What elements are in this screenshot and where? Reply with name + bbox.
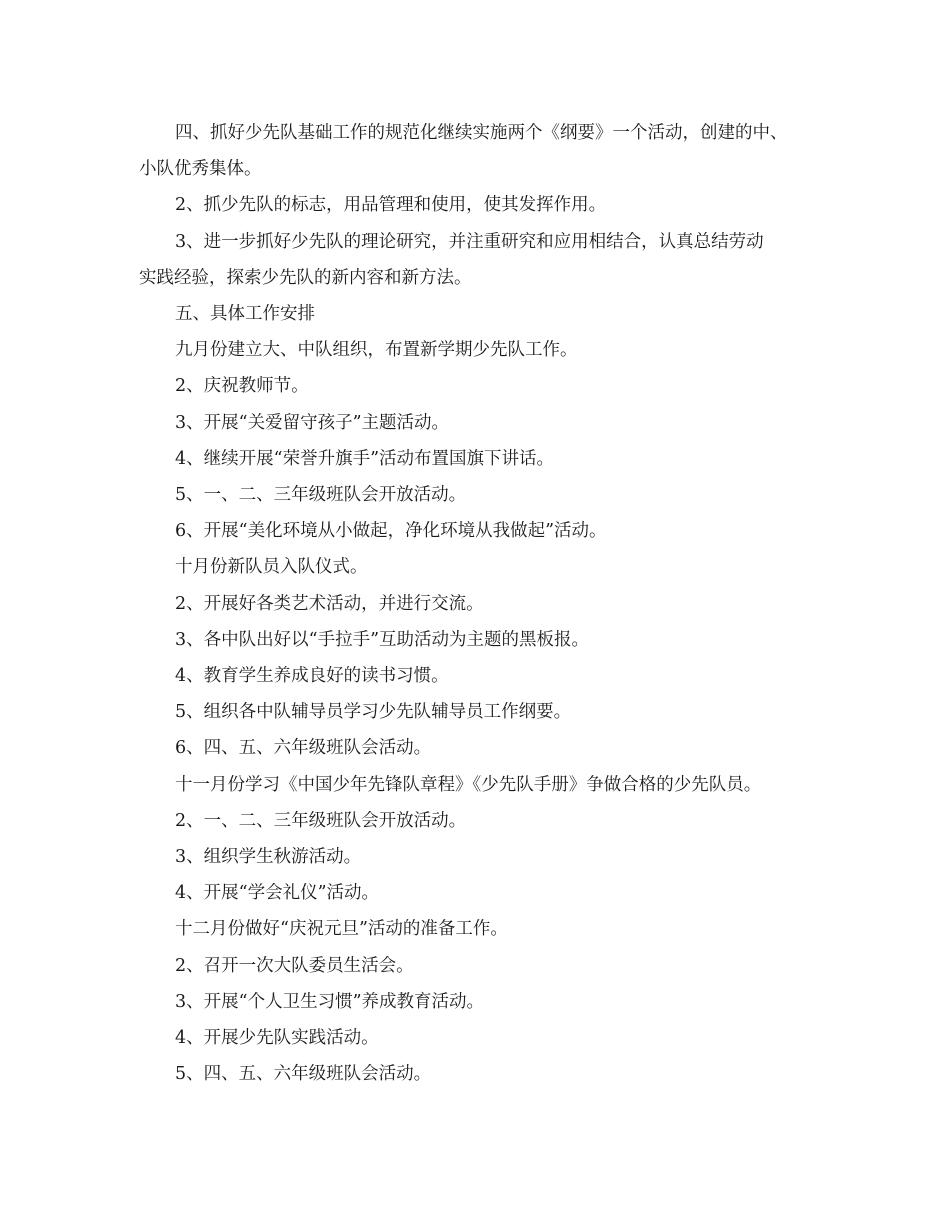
list-item: 4、继续开展“荣誉升旗手”活动布置国旗下讲话。 <box>175 449 555 469</box>
list-item: 5、一、二、三年级班队会开放活动。 <box>175 485 467 505</box>
paragraph-line: 小队优秀集体。 <box>139 159 262 179</box>
list-item: 2、一、二、三年级班队会开放活动。 <box>175 811 467 831</box>
section-heading: 五、具体工作安排 <box>175 304 315 324</box>
paragraph-line: 2、抓少先队的标志，用品管理和使用，使其发挥作用。 <box>175 195 607 215</box>
list-item: 4、开展“学会礼仪”活动。 <box>175 883 380 903</box>
month-heading: 十二月份做好“庆祝元旦”活动的准备工作。 <box>175 919 508 939</box>
list-item: 4、开展少先队实践活动。 <box>175 1028 379 1048</box>
list-item: 5、四、五、六年级班队会活动。 <box>175 1064 432 1084</box>
list-item: 6、开展“美化环境从小做起，净化环境从我做起”活动。 <box>175 521 607 541</box>
list-item: 2、庆祝教师节。 <box>175 376 309 396</box>
list-item: 2、开展好各类艺术活动，并进行交流。 <box>175 594 484 614</box>
paragraph-line: 3、进一步抓好少先队的理论研究，并注重研究和应用相结合，认真总结劳动 <box>175 232 764 252</box>
paragraph-line: 四、抓好少先队基础工作的规范化继续实施两个《纲要》一个活动，创建的中、 <box>175 123 788 143</box>
month-heading: 十月份新队员入队仪式。 <box>175 557 368 577</box>
list-item: 5、组织各中队辅导员学习少先队辅导员工作纲要。 <box>175 702 572 722</box>
list-item: 3、开展“个人卫生习惯”养成教育活动。 <box>175 992 485 1012</box>
month-heading: 九月份建立大、中队组织，布置新学期少先队工作。 <box>175 340 578 360</box>
paragraph-line: 实践经验，探索少先队的新内容和新方法。 <box>139 268 472 288</box>
list-item: 3、开展“关爱留守孩子”主题活动。 <box>175 413 450 433</box>
list-item: 2、召开一次大队委员生活会。 <box>175 956 414 976</box>
list-item: 6、四、五、六年级班队会活动。 <box>175 738 432 758</box>
list-item: 3、各中队出好以“手拉手”互助活动为主题的黑板报。 <box>175 630 590 650</box>
list-item: 3、组织学生秋游活动。 <box>175 847 362 867</box>
month-heading: 十一月份学习《中国少年先锋队章程》《少先队手册》争做合格的少先队员。 <box>175 775 762 795</box>
list-item: 4、教育学生养成良好的读书习惯。 <box>175 666 449 686</box>
